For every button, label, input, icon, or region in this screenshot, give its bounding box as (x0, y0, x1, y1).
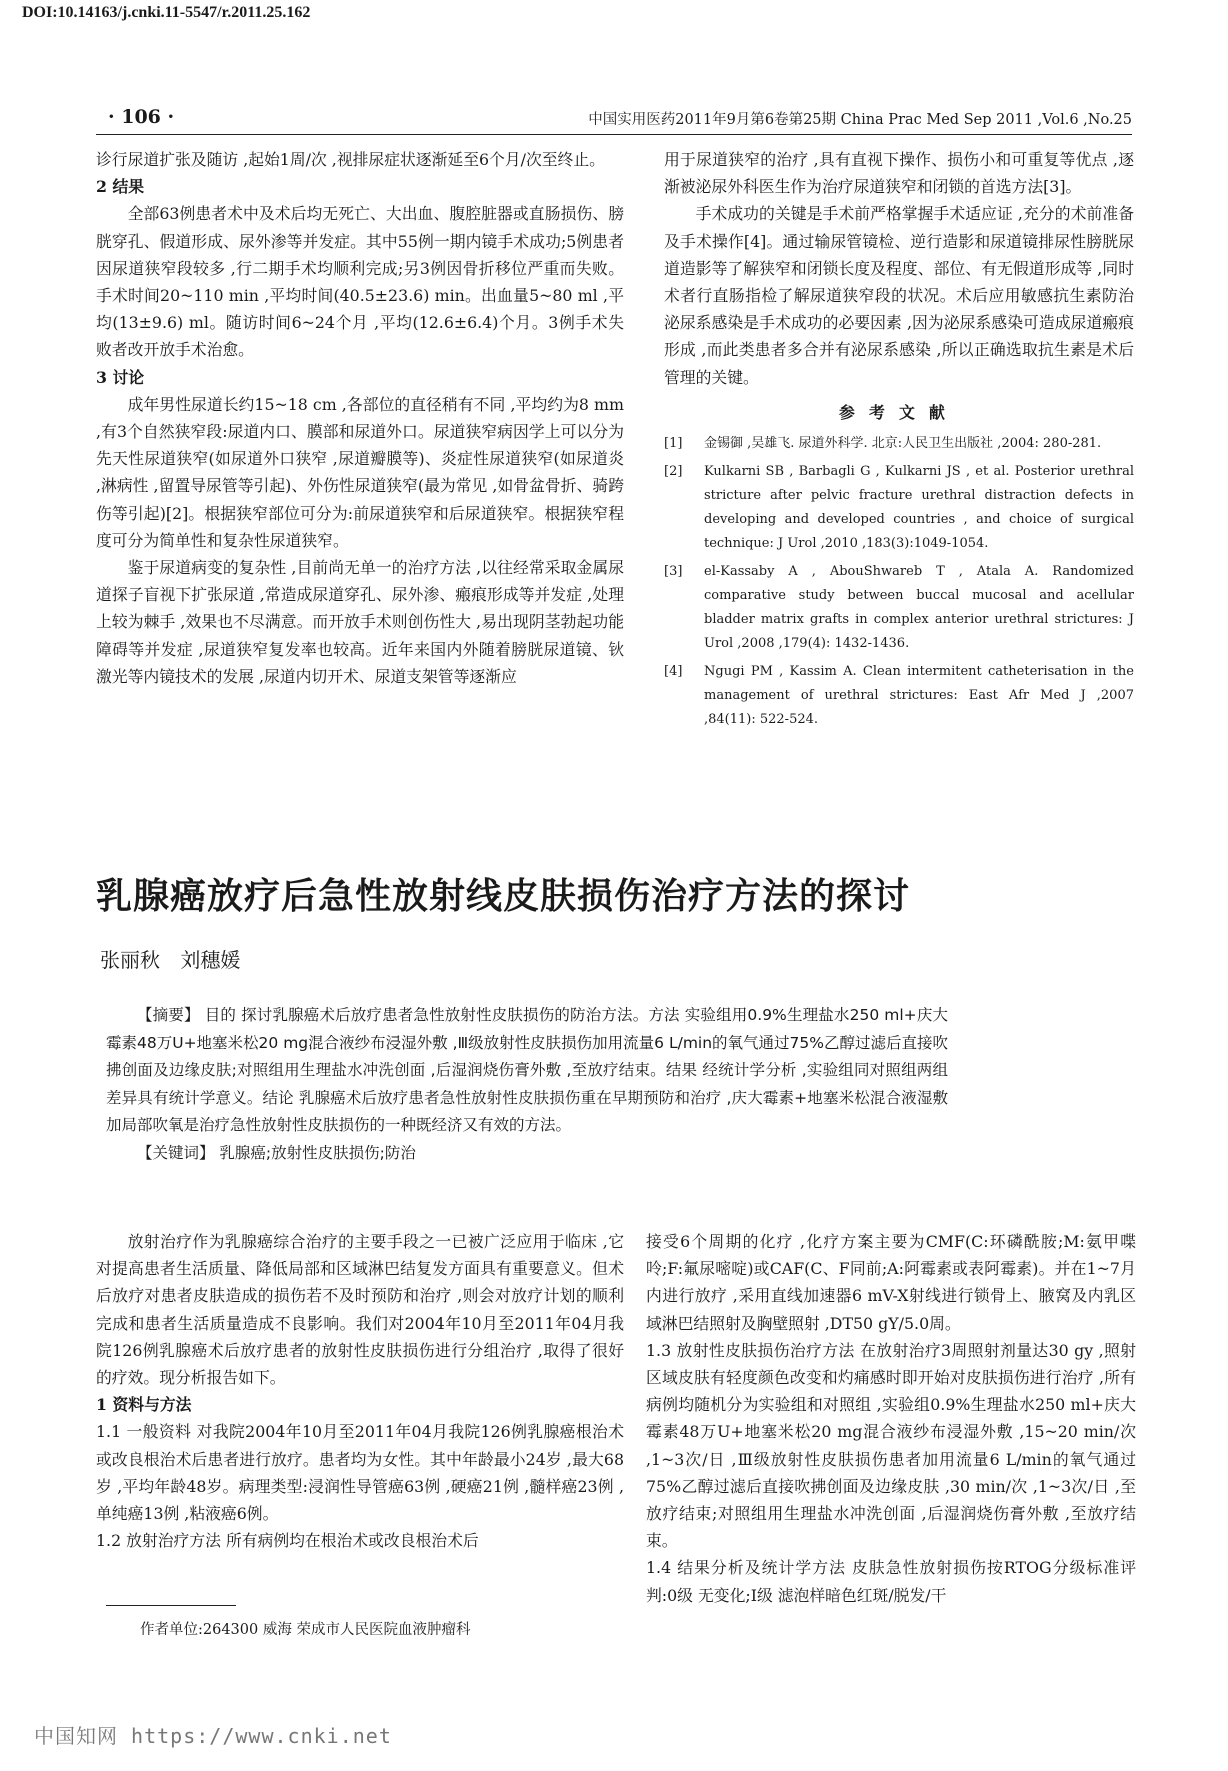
reference-item (664, 660, 1134, 732)
reference-item (664, 560, 1134, 656)
reference-item (664, 432, 1134, 456)
doi-label: DOI:10.14163/j.cnki.11-5547/r.2011.25.162 (22, 4, 311, 21)
header-rule (96, 134, 1132, 135)
reference-text: 金锡御 ,吴雄飞. 尿道外科学. 北京:人民卫生出版社 ,2004: 280-281. (704, 436, 1102, 452)
abstract-text: 【摘要】 目的 探讨乳腺癌术后放疗患者急性放射性皮肤损伤的防治方法。方法 实验组用0.9%生理盐水250 ml+庆大霉素48万U+地塞米松20 mg混合液纱布浸湿外敷 ,Ⅲ级放射性皮肤损伤加用流量6 L/min的氧气通过75%乙醇过滤后直接吹拂创面及边缘皮肤;对照组用生理盐水冲洗创面 ,后湿润烧伤膏外敷 ,至放疗结束。结果 经统计学分析 ,实验组同对照组两组差异具有统计学意义。结论 乳腺癌术后放疗患者急性放射性皮肤损伤重在早期预防和治疗 ,庆大霉素+地塞米松混合液湿敷加局部吹氧是治疗急性放射性皮肤损伤的一种既经济又有效的方法。 (106, 1006, 949, 1134)
abstract-block (106, 1002, 948, 1167)
reference-number: [3] (664, 564, 683, 580)
reference-item (664, 460, 1134, 556)
paragraph: 鉴于尿道病变的复杂性 ,目前尚无单一的治疗方法 ,以往经常采取金属尿道探子盲视下扩张尿道 ,常造成尿道穿孔、尿外渗、瘢痕形成等并发症 ,处理上较为棘手 ,效果也不尽满意。而开放手术则创伤性大 ,易出现阴茎勃起功能障碍等并发症 ,尿道狭窄复发率也较高。近年来国内外随着膀胱尿道镜、钬激光等内镜技术的发展 ,尿道内切开术、尿道支架管等逐渐应 (96, 558, 624, 686)
reference-number: [1] (664, 436, 683, 452)
cnki-watermark: 中国知网 https://www.cnki.net (34, 1724, 392, 1748)
reference-text: Ngugi PM , Kassim A. Clean intermitent catheterisation in the management of urethral strictures: East Afr Med J ,2007 ,84(11): 522-524. (704, 664, 1134, 728)
paragraph: 成年男性尿道长约15~18 cm ,各部位的直径稍有不同 ,平均约为8 mm ,有3个自然狭窄段:尿道内口、膜部和尿道外口。尿道狭窄病因学上可以分为先天性尿道狭窄(如尿道外口狭窄 ,尿道瓣膜等)、炎症性尿道狭窄(如尿道炎 ,淋病性 ,留置导尿管等引起)、外伤性尿道狭窄(最为常见 ,如骨盆骨折、骑跨伤等引起)[2]。根据狭窄部位可分为:前尿道狭窄和后尿道狭窄。根据狭窄程度可分为简单性和复杂性尿道狭窄。 (96, 394, 624, 550)
subsection-paragraph: 1.3 放射性皮肤损伤治疗方法 在放射治疗3周照射剂量达30 gy ,照射区域皮肤有轻度颜色改变和灼痛感时即开始对皮肤损伤进行治疗 ,所有病例均随机分为实验组和对照组 ,实验组0.9%生理盐水250 ml+庆大霉素48万U+地塞米松20 mg混合液纱布浸湿外敷 ,15~20 min/次 ,1~3次/日 ,Ⅲ级放射性皮肤损伤患者加用流量6 L/min的氧气通过75%乙醇过滤后直接吹拂创面及边缘皮肤 ,30 min/次 ,1~3次/日 ,至放疗结束;对照组用生理盐水冲洗创面 ,后湿润烧伤膏外敷 ,至放疗结束。 (646, 1340, 1136, 1551)
reference-number: [4] (664, 664, 683, 680)
section-heading: 1 资料与方法 (96, 1395, 192, 1415)
reference-number: [2] (664, 464, 683, 480)
running-head: 中国实用医药2011年9月第6卷第25期 China Prac Med Sep 2011 ,Vol.6 ,No.25 (588, 112, 1132, 128)
section-heading: 2 结果 (96, 177, 145, 197)
footnote-rule (106, 1605, 236, 1606)
paragraph: 放射治疗作为乳腺癌综合治疗的主要手段之一已被广泛应用于临床 ,它对提高患者生活质量、降低局部和区域淋巴结复发方面具有重要意义。但术后放疗对患者皮肤造成的损伤若不及时预防和治疗 ,则会对放疗计划的顺利完成和患者生活质量造成不良影响。我们对2004年10月至2011年04月我院126例乳腺癌术后放疗患者的放射性皮肤损伤进行分组治疗 ,取得了很好的疗效。现分析报告如下。 (96, 1232, 624, 1388)
subsection-paragraph: 1.1 一般资料 对我院2004年10月至2011年04月我院126例乳腺癌根治术或改良根治术后患者进行放疗。患者均为女性。其中年龄最小24岁 ,最大68岁 ,平均年龄48岁。病理类型:浸润性导管癌63例 ,硬癌21例 ,髓样癌23例 ,单纯癌13例 ,粘液癌6例。 (96, 1422, 624, 1524)
article-right-column (646, 1228, 1136, 1609)
paragraph: 用于尿道狭窄的治疗 ,具有直视下操作、损伤小和可重复等优点 ,逐渐被泌尿外科医生作为治疗尿道狭窄和闭锁的首选方法[3]。 (664, 150, 1134, 197)
section-heading: 3 讨论 (96, 367, 145, 387)
article-authors: 张丽秋 刘穗媛 (100, 948, 241, 972)
page-number: · 106 · (108, 106, 175, 128)
paragraph: 全部63例患者术中及术后均无死亡、大出血、腹腔脏器或直肠损伤、膀胱穿孔、假道形成、尿外渗等并发症。其中55例一期内镜手术成功;5例患者因尿道狭窄段较多 ,行二期手术均顺利完成;另3例因骨折移位严重而失败。手术时间20~110 min ,平均时间(40.5±23.6) min。出血量5~80 ml ,平均(13±9.6) ml。随访时间6~24个月 ,平均(12.6±6.4)个月。3例手术失败者改开放手术治愈。 (96, 204, 624, 360)
keywords: 【关键词】 乳腺癌;放射性皮肤损伤;防治 (137, 1143, 416, 1162)
subsection-paragraph: 1.4 结果分析及统计学方法 皮肤急性放射损伤按RTOG分级标准评判:0级 无变化;Ⅰ级 滤泡样暗色红斑/脱发/干 (646, 1558, 1136, 1605)
author-affiliation-footnote: 作者单位:264300 威海 荣成市人民医院血液肿瘤科 (140, 1622, 471, 1638)
reference-text: el-Kassaby A , AbouShwareb T , Atala A. Randomized comparative study between buccal mucosal and acellular bladder matrix grafts in complex anterior urethral strictures: J Urol ,2008 ,179(4): 1432-1436. (704, 564, 1134, 652)
paragraph: 诊行尿道扩张及随访 ,起始1周/次 ,视排尿症状逐渐延至6个月/次至终止。 (96, 150, 605, 169)
paragraph: 接受6个周期的化疗 ,化疗方案主要为CMF(C:环磷酰胺;M:氨甲喋呤;F:氟尿嘧啶)或CAF(C、F同前;A:阿霉素或表阿霉素)。并在1~7月内进行放疗 ,采用直线加速器6 mV-X射线进行锁骨上、腋窝及内乳区域淋巴结照射及胸壁照射 ,DT50 gY/5.0周。 (646, 1232, 1136, 1333)
references-heading: 参考文献 (838, 402, 960, 422)
prev-article-right-column (664, 146, 1134, 736)
subsection-paragraph: 1.2 放射治疗方法 所有病例均在根治术或改良根治术后 (96, 1531, 479, 1551)
reference-text: Kulkarni SB , Barbagli G , Kulkarni JS , et al. Posterior urethral stricture after pelvic fracture urethral distraction defects in developing and developed countries , and choice of surgical technique: J Urol ,2010 ,183(3):1049-1054. (704, 464, 1134, 552)
article-left-column (96, 1228, 624, 1554)
article-title: 乳腺癌放疗后急性放射线皮肤损伤治疗方法的探讨 (96, 876, 911, 917)
prev-article-left-column (96, 146, 624, 690)
paragraph: 手术成功的关键是手术前严格掌握手术适应证 ,充分的术前准备及手术操作[4]。通过输尿管镜检、逆行造影和尿道镜排尿性膀胱尿道造影等了解狭窄和闭锁长度及程度、部位、有无假道形成等 ,同时术者行直肠指检了解尿道狭窄段的状况。术后应用敏感抗生素防治泌尿系感染是手术成功的必要因素 ,因为泌尿系感染可造成尿道瘢痕形成 ,而此类患者多合并有泌尿系感染 ,所以正确选取抗生素是术后管理的关键。 (664, 204, 1134, 387)
